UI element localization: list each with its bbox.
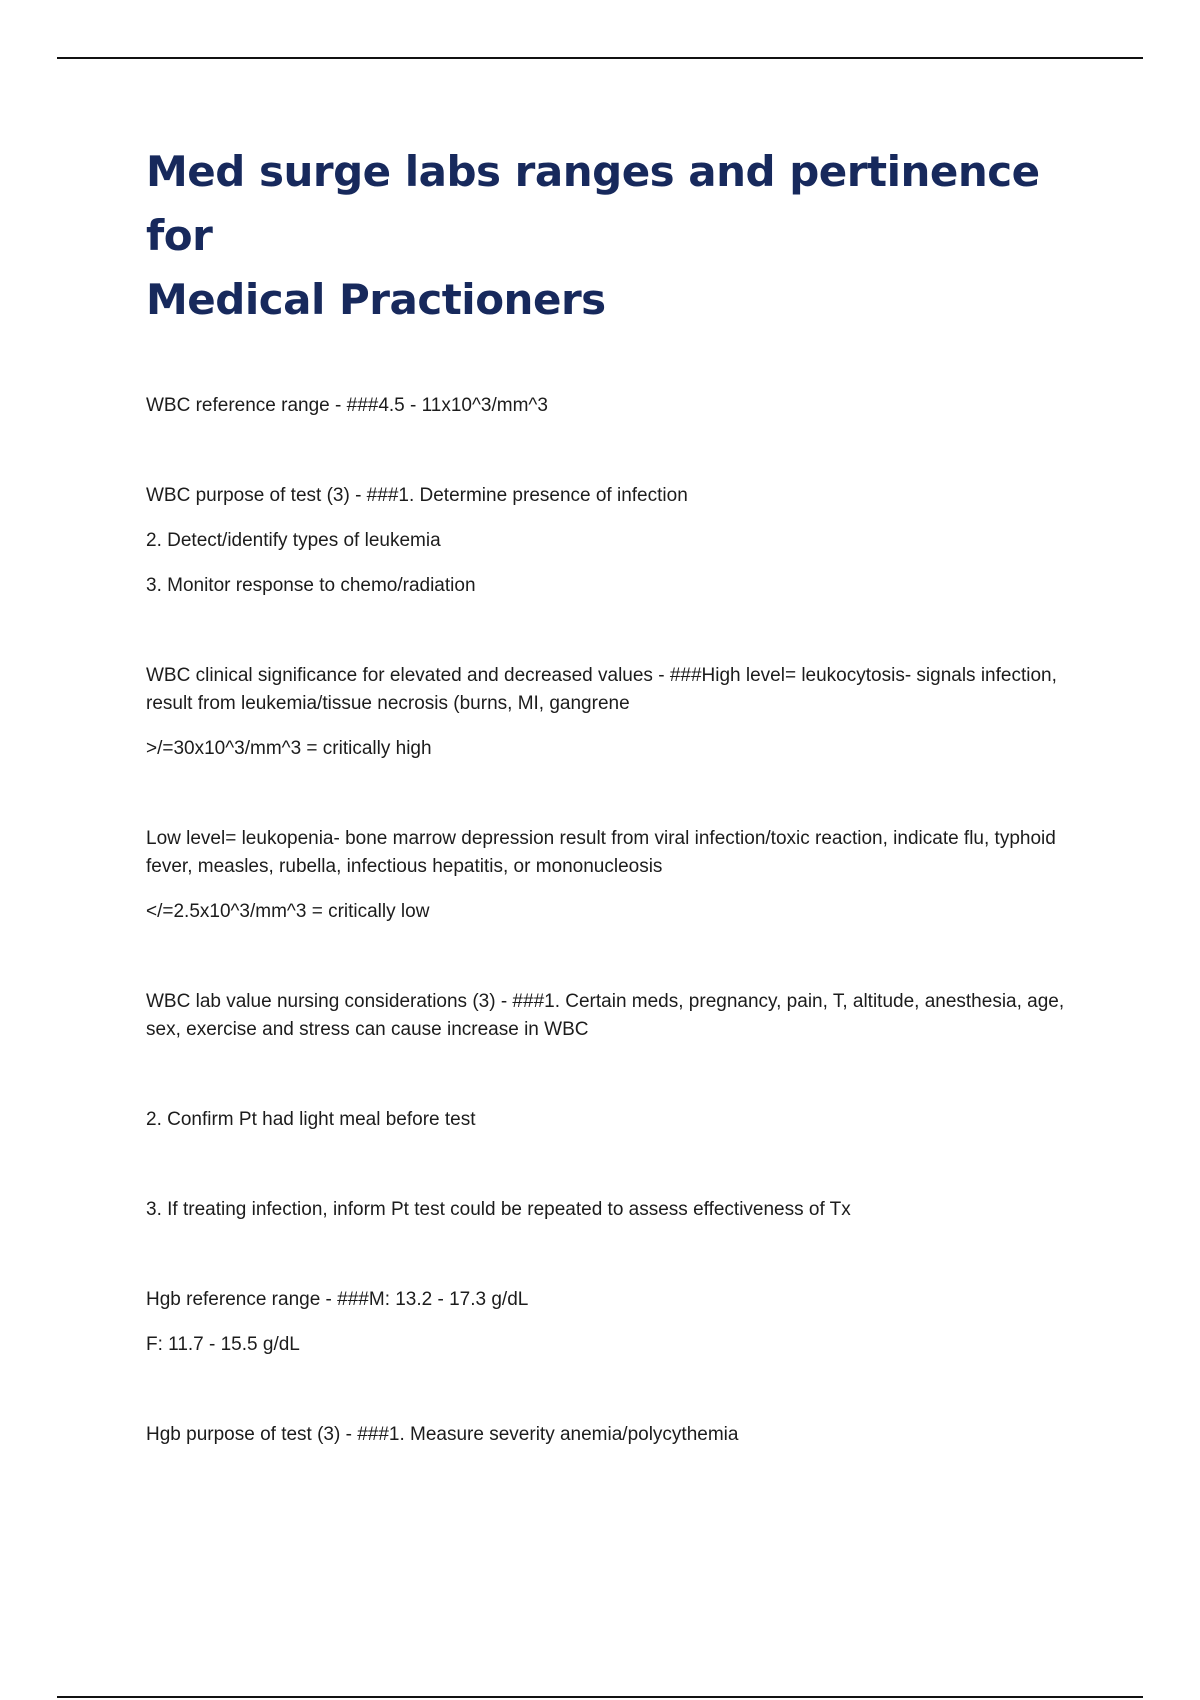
paragraph-wbc-nursing-considerations: WBC lab value nursing considerations (3) - ###1. Certain meds, pregnancy, pain, T, altitude, anesthesia, age, sex, exercise and stress can cause increase in WBC — [146, 991, 1065, 1040]
paragraph-wbc-purpose-3: 3. Monitor response to chemo/radiation — [146, 575, 476, 596]
paragraph-hgb-reference-range: Hgb reference range - ###M: 13.2 - 17.3 g/dL — [146, 1289, 529, 1310]
paragraph-wbc-critical-high: >/=30x10^3/mm^3 = critically high — [146, 738, 432, 759]
title-line-2: Medical Practioners — [146, 275, 606, 324]
paragraph-hgb-reference-female: F: 11.7 - 15.5 g/dL — [146, 1334, 300, 1355]
paragraph-wbc-low-level: Low level= leukopenia- bone marrow depression result from viral infection/toxic reaction, indicate flu, typhoid fever, measles, rubella, infectious hepatitis, or mononucleosis — [146, 828, 1056, 877]
paragraph-wbc-clinical-significance: WBC clinical significance for elevated and decreased values - ###High level= leukocytosis- signals infection, result from leukemia/tissue necrosis (burns, MI, gangrene — [146, 665, 1057, 714]
footer-rule — [57, 1696, 1143, 1698]
document-body — [146, 140, 1086, 1449]
paragraph-wbc-purpose-2: 2. Detect/identify types of leukemia — [146, 530, 441, 551]
document-title — [146, 140, 1086, 332]
paragraph-wbc-reference-range: WBC reference range - ###4.5 - 11x10^3/mm^3 — [146, 395, 548, 416]
document-text — [146, 392, 1086, 1449]
paragraph-wbc-critical-low: </=2.5x10^3/mm^3 = critically low — [146, 901, 430, 922]
paragraph-wbc-purpose: WBC purpose of test (3) - ###1. Determine presence of infection — [146, 485, 688, 506]
header-rule — [57, 57, 1143, 59]
paragraph-wbc-nursing-3: 3. If treating infection, inform Pt test could be repeated to assess effectiveness of Tx — [146, 1199, 851, 1220]
paragraph-wbc-nursing-2: 2. Confirm Pt had light meal before test — [146, 1109, 476, 1130]
paragraph-hgb-purpose: Hgb purpose of test (3) - ###1. Measure severity anemia/polycythemia — [146, 1424, 739, 1445]
title-line-1: Med surge labs ranges and pertinence for — [146, 147, 1040, 260]
